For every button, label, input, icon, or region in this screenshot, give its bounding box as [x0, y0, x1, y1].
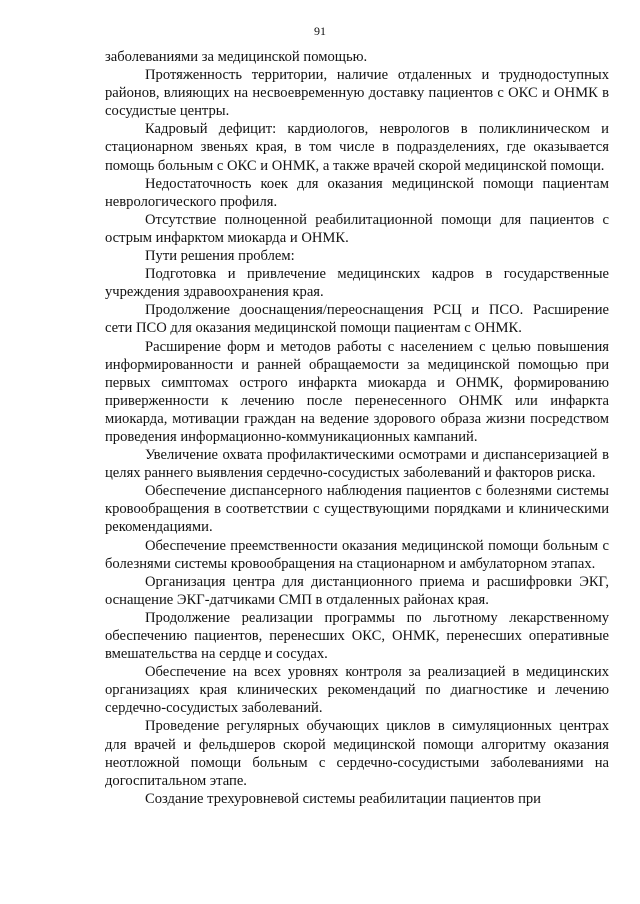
paragraph-dispensary: Обеспечение диспансерного наблюдения пациентов с болезнями системы кровообращения в соответствии с существующими порядками и клиническими рекомендациями. [105, 483, 609, 536]
paragraph-screening: Увеличение охвата профилактическими осмотрами и диспансеризацией в целях раннего выявления сердечно-сосудистых заболеваний и факторов риска. [105, 447, 609, 482]
paragraph-rehab-absence: Отсутствие полноценной реабилитационной помощи для пациентов с острым инфарктом миокарда и ОНМК. [105, 211, 609, 246]
paragraph-public-outreach: Расширение форм и методов работы с населением с целью повышения информированности и ранней обращаемости за медицинской помощью при первых симптомах острого инфаркта миокарда и ОНМК, формированию приверженности к лечению после перенесенного ОНМК или инфаркта миокарда, мотивации граждан на ведение здорового образа жизни посредством проведения информационно-коммуникационных кампаний. [105, 338, 609, 445]
paragraph-drug-program: Продолжение реализации программы по льготному лекарственному обеспечению пациентов, перенесших ОКС, ОНМК, перенесших оперативные вмешательства на сердце и сосудах. [105, 609, 609, 663]
paragraph-staff-deficit: Кадровый дефицит: кардиологов, неврологов в поликлиническом и стационарном звеньях края, в том числе в подразделениях, где оказывается помощь больным с ОКС и ОНМК, а также врачей скорой медицинской помощи. [105, 121, 609, 174]
paragraph-continuity: Обеспечение преемственности оказания медицинской помощи больным с болезнями системы кровообращения на стационарном и амбулаторном этапах. [105, 537, 609, 572]
paragraph-continuation: заболеваниями за медицинской помощью. [105, 49, 368, 65]
document-body [105, 48, 609, 808]
paragraph-staff-training: Подготовка и привлечение медицинских кадров в государственные учреждения здравоохранения края. [105, 266, 609, 301]
paragraph-solutions-heading: Пути решения проблем: [145, 248, 295, 265]
paragraph-guidelines-control: Обеспечение на всех уровнях контроля за реализацией в медицинских организациях края клинических рекомендаций по диагностике и лечению сердечно-сосудистых заболеваний. [105, 664, 609, 717]
paragraph-equipment: Продолжение дооснащения/переоснащения РСЦ и ПСО. Расширение сети ПСО для оказания медицинской помощи пациентам с ОНМК. [105, 302, 609, 337]
page-number: 91 [314, 24, 326, 38]
paragraph-three-level-rehab: Создание трехуровневой системы реабилитации пациентов при [145, 790, 541, 807]
paragraph-ecg-center: Организация центра для дистанционного приема и расшифровки ЭКГ, оснащение ЭКГ-датчиками СМП в отдаленных районах края. [105, 573, 609, 608]
paragraph-bed-shortage: Недостаточность коек для оказания медицинской помощи пациентам неврологического профиля. [105, 175, 609, 210]
paragraph-territory: Протяженность территории, наличие отдаленных и труднодоступных районов, влияющих на несвоевременную доставку пациентов с ОКС и ОНМК в сосудистые центры. [105, 67, 609, 120]
paragraph-simulation-training: Проведение регулярных обучающих циклов в симуляционных центрах для врачей и фельдшеров скорой медицинской помощи алгоритму оказания неотложной помощи больным с сердечно-сосудистыми заболеваниями на догоспитальном этапе. [105, 718, 609, 789]
